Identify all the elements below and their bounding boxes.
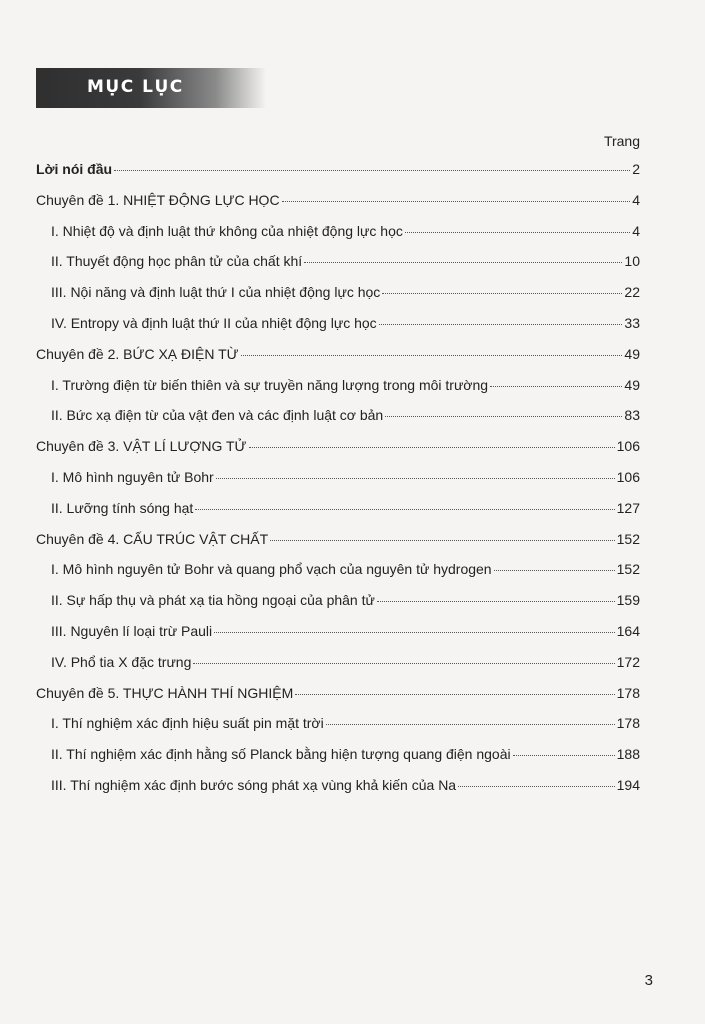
toc-entry-label: III. Thí nghiệm xác định bước sóng phát xạ vùng khả kiến của Na bbox=[51, 777, 457, 793]
toc-section-entry[interactable] bbox=[51, 252, 640, 270]
dot-leader bbox=[458, 786, 615, 787]
toc-entry-label: II. Lưỡng tính sóng hạt bbox=[51, 500, 194, 516]
toc-section-entry[interactable] bbox=[51, 745, 640, 763]
toc-entry-label: I. Nhiệt độ và định luật thứ không của nhiệt động lực học bbox=[51, 223, 403, 239]
toc-section-entry[interactable] bbox=[51, 776, 640, 794]
toc-chapter-entry[interactable] bbox=[36, 530, 640, 548]
toc-chapter-entry[interactable] bbox=[36, 160, 640, 178]
toc-entry-page: 10 bbox=[624, 253, 640, 269]
toc-chapter-entry[interactable] bbox=[36, 345, 640, 363]
toc-entry-page: 49 bbox=[624, 377, 640, 393]
toc-section-entry[interactable] bbox=[51, 499, 640, 517]
toc-section-entry[interactable] bbox=[51, 560, 640, 578]
dot-leader bbox=[282, 201, 631, 202]
dot-leader bbox=[114, 170, 630, 171]
toc-entry-label: Chuyên đề 1. NHIỆT ĐỘNG LỰC HỌC bbox=[36, 192, 280, 208]
dot-leader bbox=[382, 293, 622, 294]
dot-leader bbox=[214, 632, 615, 633]
toc-entry-page: 49 bbox=[624, 346, 640, 362]
dot-leader bbox=[270, 540, 615, 541]
toc-entry-page: 159 bbox=[616, 592, 640, 608]
toc-entry-page: 106 bbox=[616, 469, 640, 485]
toc-entry-label: Lời nói đầu bbox=[36, 161, 113, 177]
toc-section-entry[interactable] bbox=[51, 222, 640, 240]
toc-entry-label: I. Mô hình nguyên tử Bohr và quang phổ vạch của nguyên tử hydrogen bbox=[51, 561, 492, 577]
toc-entry-page: 178 bbox=[616, 715, 640, 731]
page-number: 3 bbox=[644, 972, 653, 989]
toc-entry-page: 22 bbox=[624, 284, 640, 300]
toc-entry-page: 188 bbox=[616, 746, 640, 762]
title-banner bbox=[36, 68, 266, 108]
toc-entry-page: 106 bbox=[616, 438, 640, 454]
toc-section-entry[interactable] bbox=[51, 283, 640, 301]
toc-section-entry[interactable] bbox=[51, 591, 640, 609]
toc-chapter-entry[interactable] bbox=[36, 684, 640, 702]
dot-leader bbox=[295, 694, 614, 695]
toc-entry-page: 164 bbox=[616, 623, 640, 639]
dot-leader bbox=[304, 262, 622, 263]
toc-entry-page: 172 bbox=[616, 654, 640, 670]
toc-entry-label: I. Thí nghiệm xác định hiệu suất pin mặt trời bbox=[51, 715, 324, 731]
toc-entry-page: 152 bbox=[616, 561, 640, 577]
toc-entry-label: Chuyên đề 2. BỨC XẠ ĐIỆN TỪ bbox=[36, 346, 239, 362]
toc-entry-label: II. Bức xạ điện từ của vật đen và các định luật cơ bản bbox=[51, 407, 384, 423]
dot-leader bbox=[241, 355, 623, 356]
toc-entry-label: Chuyên đề 3. VẬT LÍ LƯỢNG TỬ bbox=[36, 438, 247, 454]
toc-entry-label: II. Thuyết động học phân tử của chất khí bbox=[51, 253, 303, 269]
page-column-label: Trang bbox=[603, 133, 640, 149]
dot-leader bbox=[377, 601, 615, 602]
toc-section-entry[interactable] bbox=[51, 406, 640, 424]
toc-entry-label: I. Trường điện từ biến thiên và sự truyền năng lượng trong môi trường bbox=[51, 377, 489, 393]
toc-entry-page: 2 bbox=[632, 161, 640, 177]
toc-entry-page: 33 bbox=[624, 315, 640, 331]
toc-section-entry[interactable] bbox=[51, 314, 640, 332]
toc-entry-label: II. Sự hấp thụ và phát xạ tia hồng ngoại của phân tử bbox=[51, 592, 375, 608]
toc-entry-page: 4 bbox=[632, 192, 640, 208]
toc-entry-page: 194 bbox=[616, 777, 640, 793]
toc-chapter-entry[interactable] bbox=[36, 191, 640, 209]
toc-entry-page: 4 bbox=[632, 223, 640, 239]
toc-entry-page: 127 bbox=[616, 500, 640, 516]
dot-leader bbox=[494, 570, 615, 571]
dot-leader bbox=[195, 509, 614, 510]
dot-leader bbox=[490, 386, 622, 387]
toc-entry-label: III. Nguyên lí loại trừ Pauli bbox=[51, 623, 213, 639]
dot-leader bbox=[326, 724, 615, 725]
toc-section-entry[interactable] bbox=[51, 376, 640, 394]
toc-section-entry[interactable] bbox=[51, 622, 640, 640]
dot-leader bbox=[385, 416, 622, 417]
toc-entry-label: IV. Phổ tia X đặc trưng bbox=[51, 654, 192, 670]
toc-section-entry[interactable] bbox=[51, 468, 640, 486]
dot-leader bbox=[216, 478, 615, 479]
toc-entry-page: 152 bbox=[616, 531, 640, 547]
dot-leader bbox=[513, 755, 615, 756]
toc-entry-label: Chuyên đề 4. CẤU TRÚC VẬT CHẤT bbox=[36, 531, 269, 547]
toc-entry-page: 83 bbox=[624, 407, 640, 423]
toc-section-entry[interactable] bbox=[51, 653, 640, 671]
toc-entry-label: Chuyên đề 5. THỰC HÀNH THÍ NGHIỆM bbox=[36, 685, 294, 701]
dot-leader bbox=[193, 663, 614, 664]
toc-entry-label: II. Thí nghiệm xác định hằng số Planck bằng hiện tượng quang điện ngoài bbox=[51, 746, 511, 762]
toc-chapter-entry[interactable] bbox=[36, 437, 640, 455]
toc-entry-label: I. Mô hình nguyên tử Bohr bbox=[51, 469, 214, 485]
toc-section-entry[interactable] bbox=[51, 714, 640, 732]
page-title: MỤC LỤC bbox=[87, 77, 184, 97]
dot-leader bbox=[379, 324, 623, 325]
toc-entry-label: IV. Entropy và định luật thứ II của nhiệt động lực học bbox=[51, 315, 377, 331]
toc-entry-label: III. Nội năng và định luật thứ I của nhiệt động lực học bbox=[51, 284, 381, 300]
dot-leader bbox=[405, 232, 630, 233]
toc-entry-page: 178 bbox=[616, 685, 640, 701]
dot-leader bbox=[249, 447, 615, 448]
